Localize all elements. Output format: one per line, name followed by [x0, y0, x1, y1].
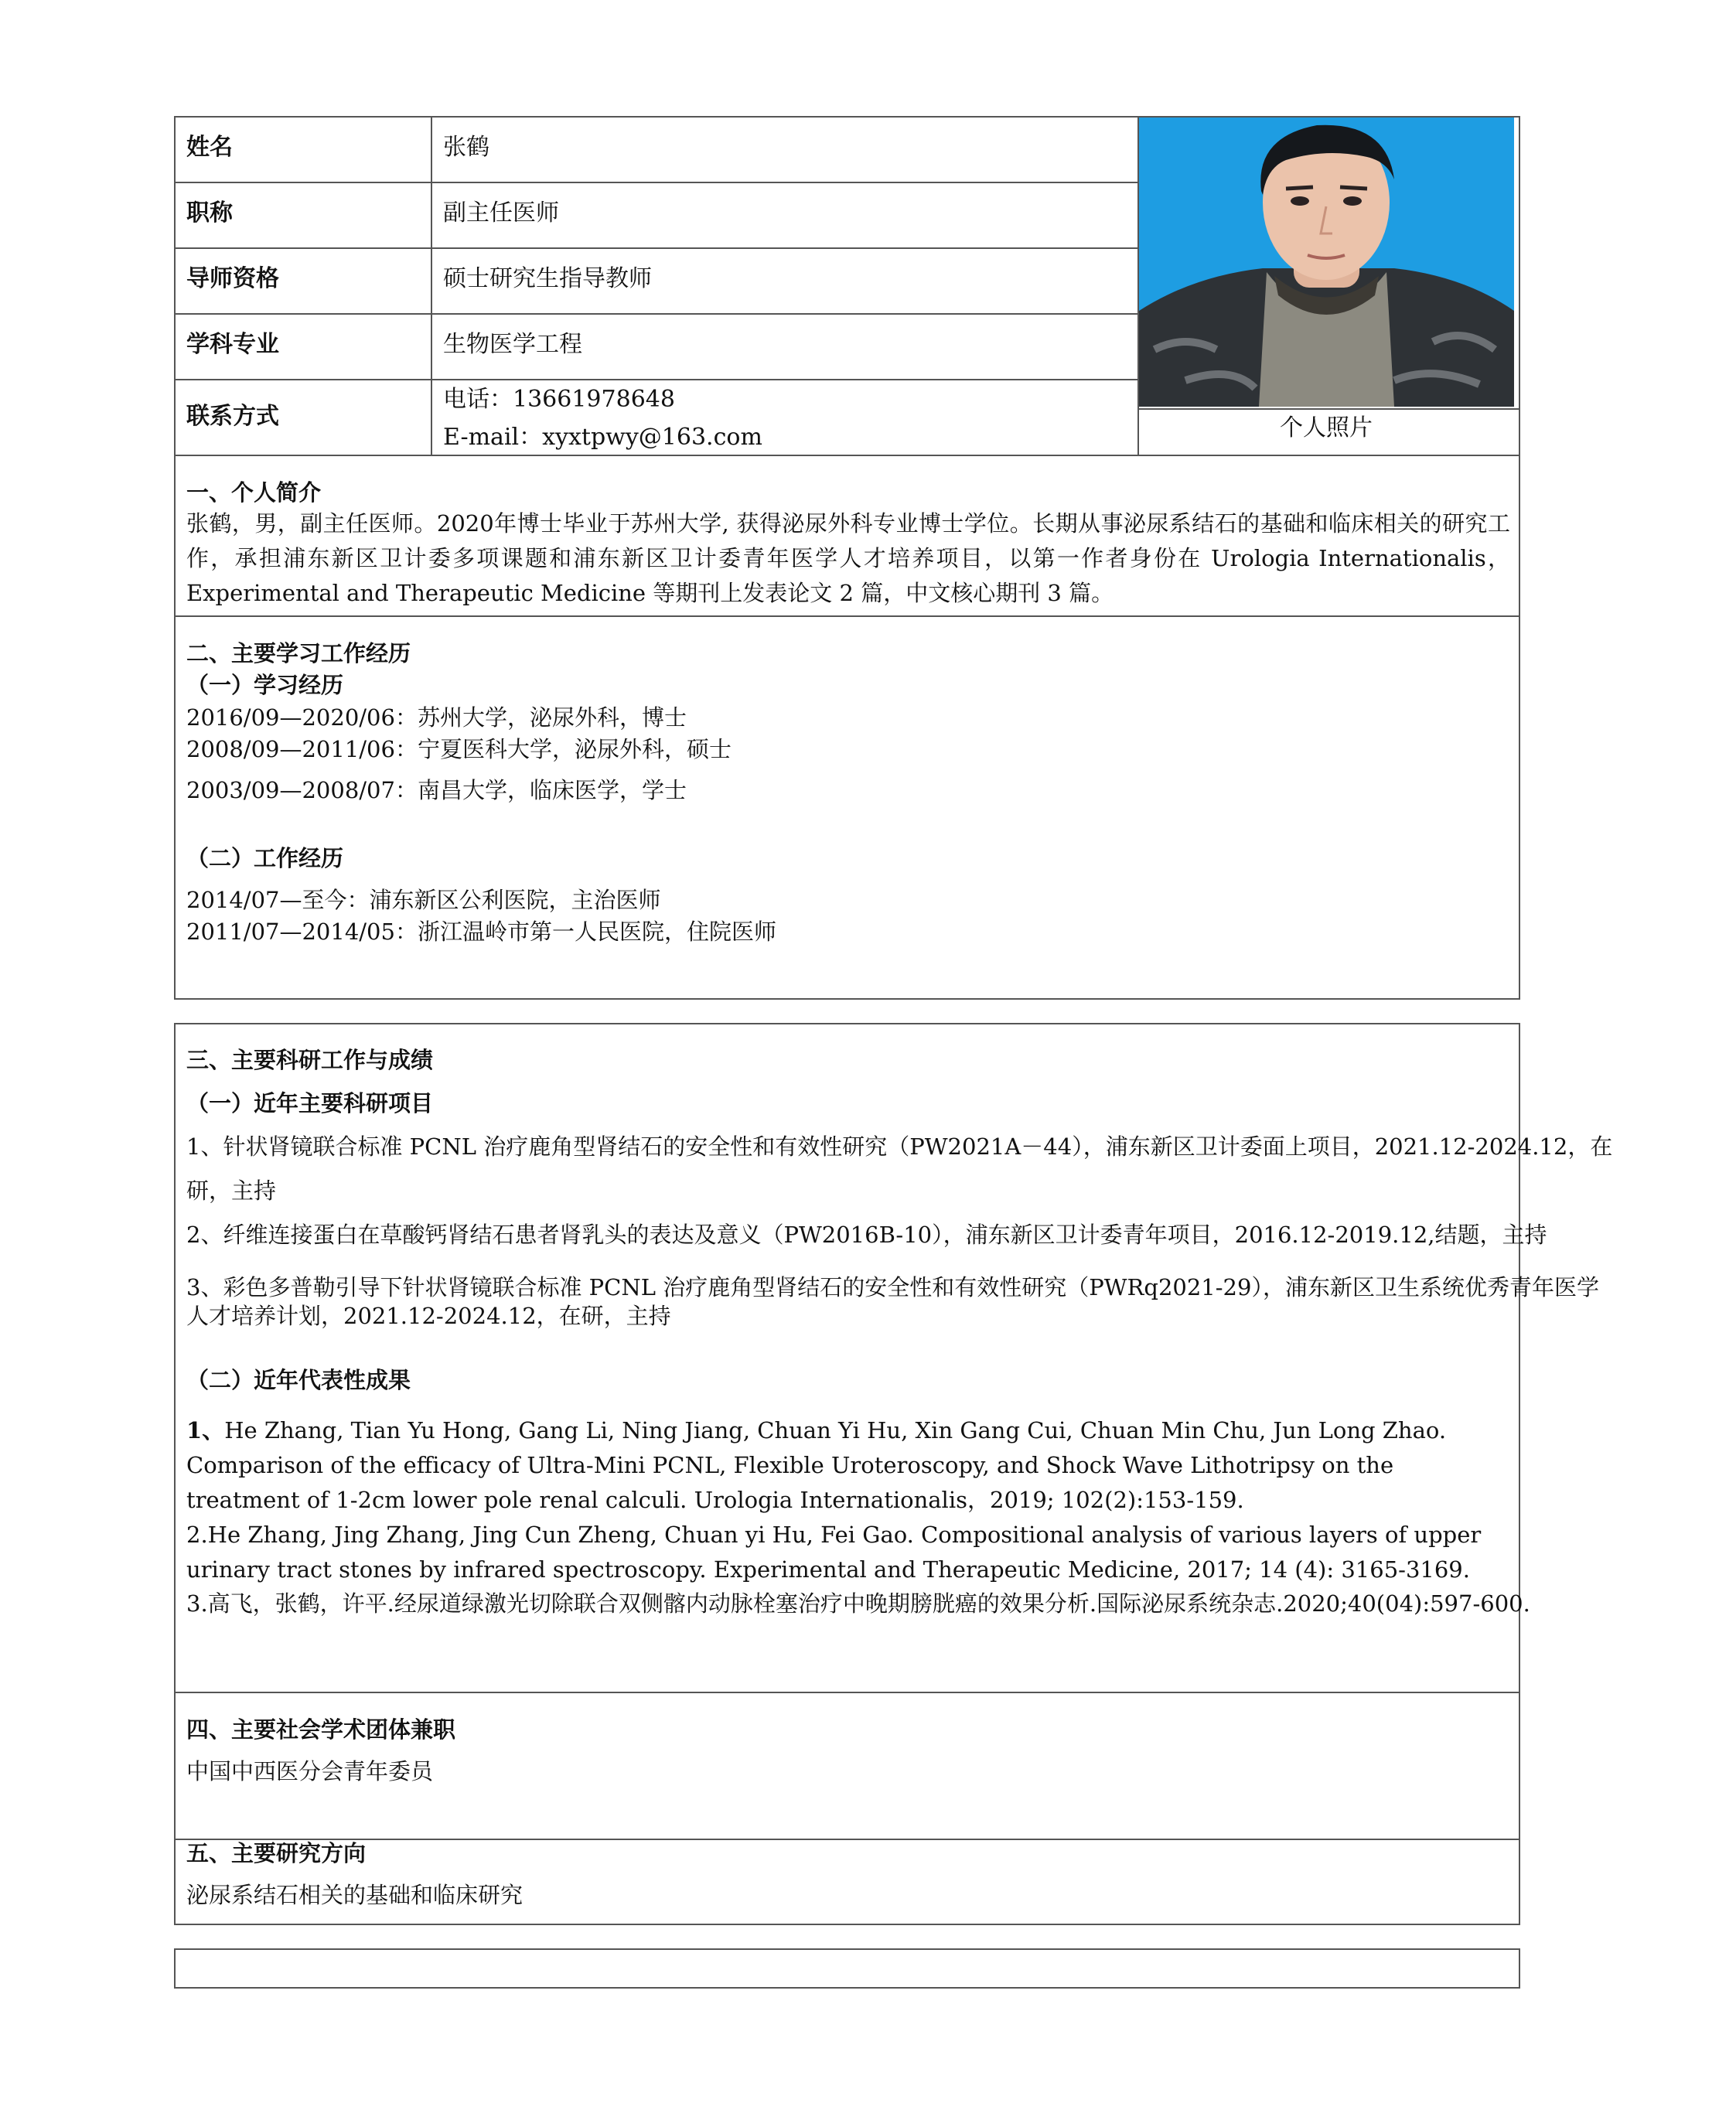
study-item: 2008/09—2011/06：宁夏医科大学，泌尿外科，硕士 — [186, 736, 732, 762]
project-2: 2、纤维连接蛋白在草酸钙肾结石患者肾乳头的表达及意义（PW2016B-10），浦东新区卫计委青年项目，2016.12-2019.12,结题，主持 — [186, 1222, 1547, 1248]
section4-text: 中国中西医分会青年委员 — [186, 1758, 434, 1784]
section4-heading: 四、主要社会学术团体兼职 — [186, 1716, 456, 1743]
section2-heading: 二、主要学习工作经历 — [186, 640, 411, 666]
contact-label: 联系方式 — [186, 403, 279, 430]
section1-text: 张鹤，男，副主任医师。2020年博士毕业于苏州大学, 获得泌尿外科专业博士学位。长期从事泌尿系结石的基础和临床相关的研究工作，承担浦东新区卫计委多项课题和浦东新区卫计委青年医学人才培养项目，以第一作者身份在 Urologia Internationalis，Experimental and Therapeutic Medicine 等期刊上发表论文 2 篇，中文核心期刊 3 篇。 — [186, 510, 1510, 606]
table-divider — [174, 1839, 1520, 1840]
photo-caption: 个人照片 — [1280, 414, 1373, 441]
discipline-value: 生物医学工程 — [443, 331, 582, 358]
mentor-label: 导师资格 — [186, 265, 279, 292]
work-item: 2014/07—至今：浦东新区公利医院，主治医师 — [186, 887, 661, 913]
publication-1-text: He Zhang, Tian Yu Hong, Gang Li, Ning Jiang, Chuan Yi Hu, Xin Gang Cui, Chuan Min Chu, Jun Long Zhao. Comparison of the efficacy of Ultra-Mini PCNL, Flexible Uroteroscopy, and Shock Wave Lithotripsy on the treatment of 1-2cm lower pole renal calculi. Urologia Internationalis，2019; 102(2):153-159. — [186, 1417, 1447, 1513]
email-value: E-mail：xyxtpwy@163.com — [443, 424, 762, 451]
project-3-cont: 人才培养计划，2021.12-2024.12，在研，主持 — [186, 1303, 671, 1329]
mentor-value: 硕士研究生指导教师 — [443, 265, 652, 292]
name-label: 姓名 — [186, 134, 233, 161]
publication-1 — [186, 1413, 1510, 1518]
table-divider — [174, 313, 1139, 315]
table-divider — [174, 1692, 1520, 1693]
work-heading: （二）工作经历 — [186, 845, 344, 871]
publication-1-number: 1、 — [186, 1417, 225, 1443]
achievements-heading: （二）近年代表性成果 — [186, 1367, 411, 1393]
phone-value: 电话：13661978648 — [443, 386, 675, 413]
section5-text: 泌尿系结石相关的基础和临床研究 — [186, 1882, 524, 1908]
table-divider — [1137, 408, 1520, 410]
table-divider — [174, 182, 1139, 183]
project-1-cont: 研，主持 — [186, 1178, 277, 1204]
table-divider — [174, 247, 1139, 249]
empty-table — [174, 1948, 1520, 1989]
table-divider — [174, 615, 1520, 617]
table-divider — [174, 379, 1139, 380]
table-divider — [431, 116, 432, 455]
section3-heading: 三、主要科研工作与成绩 — [186, 1047, 434, 1073]
projects-heading: （一）近年主要科研项目 — [186, 1090, 434, 1116]
discipline-label: 学科专业 — [186, 331, 279, 358]
name-value: 张鹤 — [443, 134, 489, 161]
title-label: 职称 — [186, 199, 233, 227]
study-item: 2016/09—2020/06：苏州大学，泌尿外科，博士 — [186, 704, 687, 731]
personal-photo — [1139, 118, 1514, 407]
work-item: 2011/07—2014/05：浙江温岭市第一人民医院，住院医师 — [186, 919, 776, 945]
project-1: 1、针状肾镜联合标准 PCNL 治疗鹿角型肾结石的安全性和有效性研究（PW2021A－44），浦东新区卫计委面上项目，2021.12-2024.12，在 — [186, 1133, 1613, 1160]
section5-heading: 五、主要研究方向 — [186, 1840, 367, 1866]
study-item: 2003/09—2008/07：南昌大学，临床医学，学士 — [186, 777, 687, 803]
publication-2: 2.He Zhang, Jing Zhang, Jing Cun Zheng, Chuan yi Hu, Fei Gao. Compositional analysis of various layers of upper urinary tract stones by infrared spectroscopy. Experimental and Therapeutic Medicine, 2017; 14 (4): 3165-3169. — [186, 1522, 1482, 1583]
project-3: 3、彩色多普勒引导下针状肾镜联合标准 PCNL 治疗鹿角型肾结石的安全性和有效性研究（PWRq2021-29），浦东新区卫生系统优秀青年医学 — [186, 1274, 1599, 1300]
title-value: 副主任医师 — [443, 199, 559, 227]
study-heading: （一）学习经历 — [186, 672, 344, 698]
section1-heading: 一、个人简介 — [186, 479, 322, 506]
publication-3: 3.高飞，张鹤，许平.经尿道绿激光切除联合双侧髂内动脉栓塞治疗中晚期膀胱癌的效果分析.国际泌尿系统杂志.2020;40(04):597-600. — [186, 1590, 1530, 1617]
table-divider — [174, 455, 1520, 456]
